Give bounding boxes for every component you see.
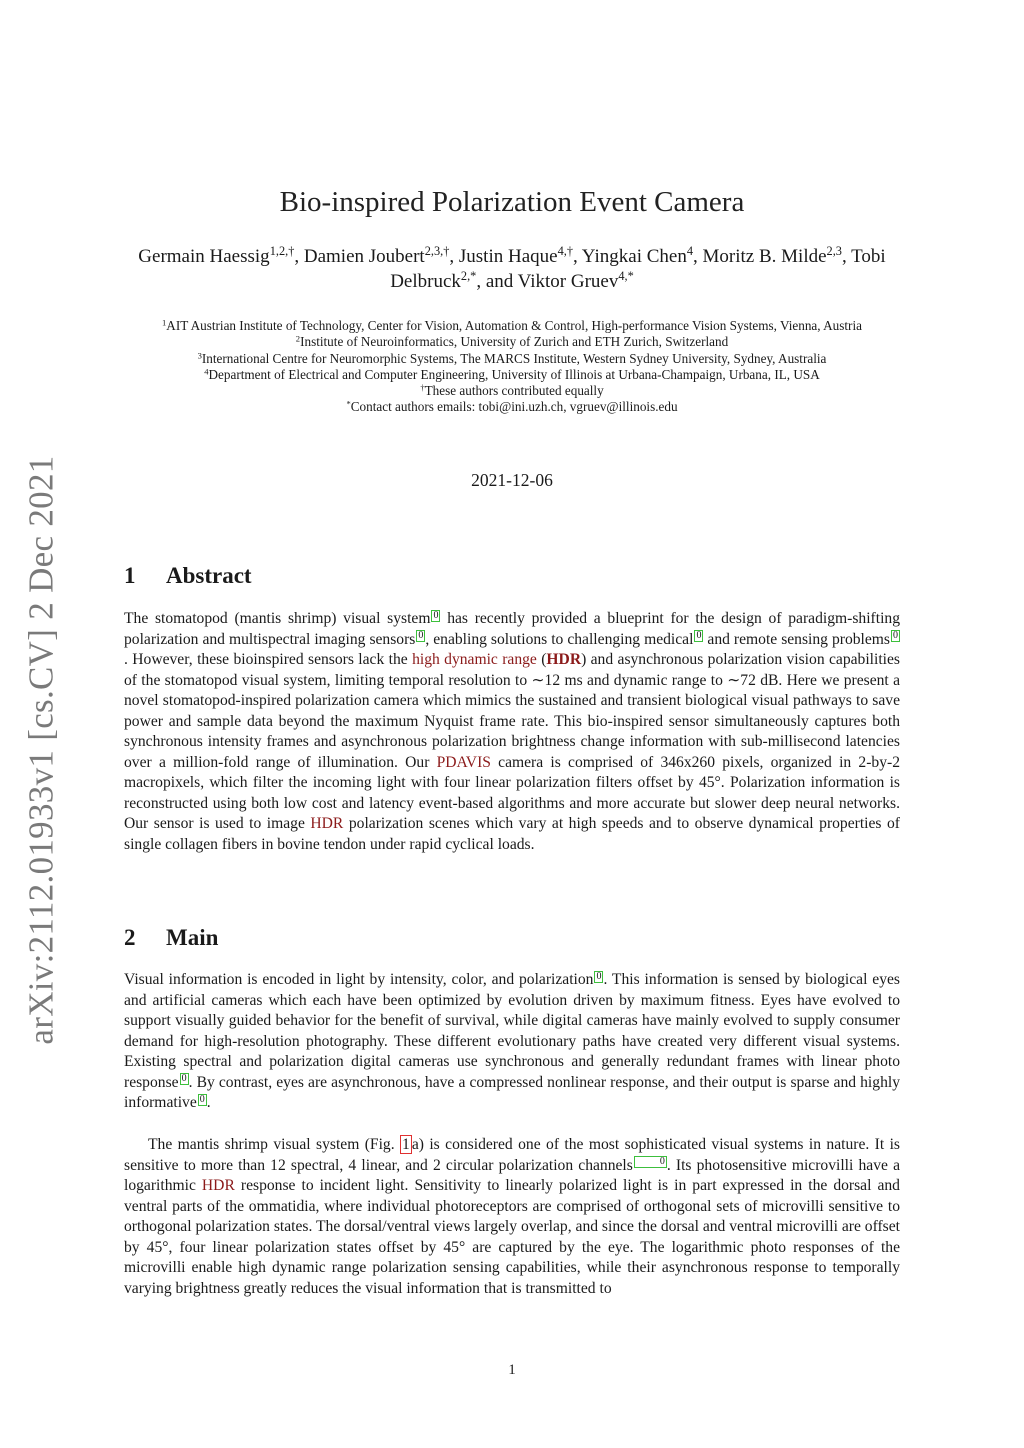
affiliation: $^1$AIT Austrian Institute of Technology, Center for Vision, Automation & Control, High-performance Vision Systems, Vienna, Austria (162, 317, 862, 333)
main-paragraph: The mantis shrimp visual system (Fig. 1 a) is considered one of the most sophisticated visual systems in nature. It is sensitive to more than 12 spectral, 4 linear, and 2 circular polarization channels 0 . Its photosensitive microvilli have a logarithmic HDR response to incident light. Sensitivity to linearly polarized light is in part expressed in the dorsal and ventral parts of the ommatidia, where individual photoreceptors are comprised of orthogonal sets of microvilli sensitive to orthogonal polarization states. The dorsal/ventral views largely overlap, and since the dorsal and ventral microvilli are offset by 45°, four linear polarization states offset by 45° are captured by the eye. The logarithmic photo responses of the microvilli enable high dynamic range polarization sensing capabilities, while their asynchronous response to temporally varying brightness greatly reduces the visual information that is transmitted to (124, 1136, 900, 1297)
abstract-paragraph: The stomatopod (mantis shrimp) visual system 0 has recently provided a blueprint for the design of paradigm-shifting polarization and multispectral imaging sensors 0 , enabling solutions to challenging medical 0 and remote sensing problems 0. However, these bioinspired sensors lack the high dynamic range (HDR) and asynchronous polarization vision capabilities of the stomatopod visual system, limiting temporal resolution to ∼12 ms and dynamic range to ∼72 dB. Here we present a novel stomatopod-inspired polarization camera which mimics the sustained and transient biological visual pathways to save power and sample data beyond the maximum Nyquist frame rate. This bio-inspired sensor simultaneously captures both synchronous intensity frames and asynchronous polarization brightness change information with sub-millisecond latencies over a million-fold range of illumination. Our PDAVIS camera is comprised of 346x260 pixels, organized in 2-by-2 macropixels, which filter the incoming light with four linear polarization filters offset by 45°. Polarization information is reconstructed using both low cost and latency event-based algorithms and more accurate but slower deep neural networks. Our sensor is used to image HDR polarization scenes which vary at high speeds and to observe dynamical properties of single collagen fibers in bovine tendon under rapid cyclical loads. (124, 609, 900, 853)
citation-link[interactable]: 0 (696, 630, 702, 641)
section-heading-abstract: 1 Abstract (124, 563, 252, 588)
affiliation: $^3$International Centre for Neuromorphic Systems, The MARCS Institute, Western Sydney University, Sydney, Australia (197, 349, 827, 366)
main-paragraph: Visual information is encoded in light by intensity, color, and polarization 0 . This information is sensed by biological eyes and artificial cameras which each have been optimized by evolution driven by maximum fitness. Eyes have evolved to support visually guided behavior for the benefit of survival, while digital cameras have mainly evolved to supply consumer demand for high-resolution photography. These different evolutionary paths have created very different visual systems. Existing spectral and polarization digital cameras use synchronous and generally redundant frames with linear photo response 0 . By contrast, eyes are asynchronous, have a compressed nonlinear response, and their output is sparse and highly informative 0 . (124, 970, 900, 1111)
acronym-link[interactable]: HDR (310, 815, 344, 832)
acronym-link[interactable]: HDR (201, 1177, 235, 1194)
page-number: 1 (508, 1362, 516, 1378)
figure-link[interactable]: 1 (402, 1136, 410, 1153)
acronym-link[interactable]: PDAVIS (436, 753, 491, 771)
affiliation: †These authors contributed equally (420, 382, 604, 399)
citation-link[interactable]: 0 (199, 1093, 205, 1105)
affiliation: *Contact authors emails: tobi@ini.uzh.ch, vgruev@illinois.edu (346, 398, 678, 415)
affiliations (124, 318, 900, 416)
affiliation: $^4$Department of Electrical and Computer Engineering, University of Illinois at Urbana-Champaign, Urbana, IL, USA (204, 366, 820, 382)
arxiv-stamp: arXiv:2112.01933v1 [cs.CV] 2 Dec 2021 (22, 455, 61, 1045)
affiliation: $^2$Institute of Neuroinformatics, University of Zurich and ETH Zurich, Switzerland (295, 333, 729, 350)
acronym-link[interactable]: high dynamic range (412, 651, 537, 668)
section-heading-main: 2 Main (124, 925, 219, 950)
citation-link[interactable]: 0 (596, 970, 602, 982)
citation-link[interactable]: 0 (893, 630, 898, 641)
acronym-link[interactable]: HDR (546, 651, 582, 668)
paper-date: 2021-12-06 (471, 470, 553, 490)
paper-title: Bio-inspired Polarization Event Camera (279, 186, 745, 218)
citation-link[interactable]: 0 (634, 1156, 667, 1168)
citation-link[interactable]: 0 (418, 630, 424, 641)
citation-link[interactable]: 0 (181, 1073, 187, 1084)
citation-link[interactable]: 0 (433, 609, 439, 621)
author-list: Germain Haessig$^{1,2,\dagger}$, Damien Joubert$^{2,3,\dagger}$, Justin Haque$^{4,\dagger}$, Yingkai Chen$^4$, Moritz B. Milde$^{2,3}$, Tobi Delbruck$^{2,*}$, and Viktor Gruev$^{4,*}$ (138, 244, 886, 292)
